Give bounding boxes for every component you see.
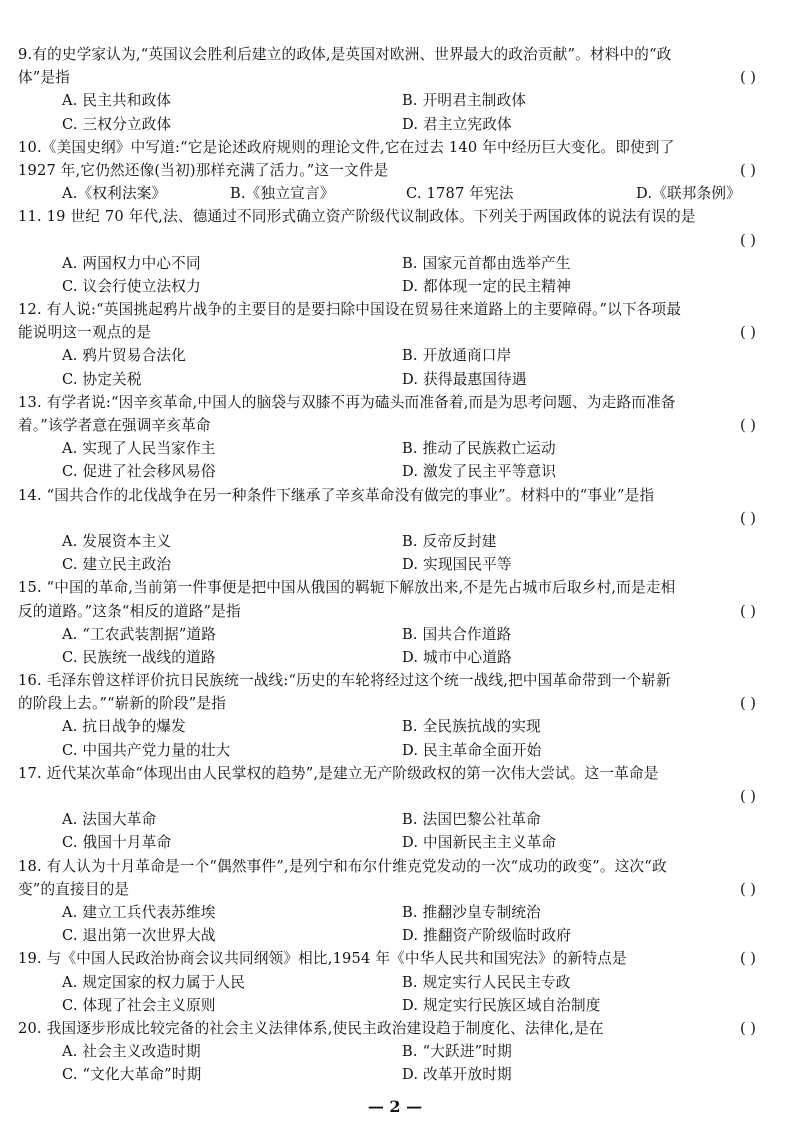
answer-option[interactable]: C. 1787 年宪法 — [406, 185, 514, 203]
question-text: 12. 有人说:“英国挑起鸦片战争的主要目的是要扫除中国设在贸易往来道路上的主要障碍。”以下各项最 — [18, 301, 682, 319]
answer-option[interactable]: D. 君主立宪政体 — [402, 115, 512, 133]
answer-option[interactable]: C. 议会行使立法权力 — [62, 277, 201, 295]
question-item — [18, 762, 778, 855]
answer-option[interactable]: D. 激发了民主平等意识 — [402, 463, 557, 481]
question-stem-line — [18, 855, 778, 878]
question-stem-line — [18, 298, 778, 321]
question-text: 能说明这一观点的是 — [18, 324, 152, 342]
question-text: 体”是指 — [18, 69, 71, 87]
answer-option[interactable]: B. 规定实行人民民主专政 — [402, 973, 571, 991]
question-list — [18, 43, 778, 1086]
answer-option[interactable]: C. 退出第一次世界大战 — [62, 927, 216, 945]
question-stem-line — [18, 159, 778, 182]
answer-option[interactable]: C. 中国共产党力量的壮大 — [62, 741, 231, 759]
answer-option[interactable]: A. 实现了人民当家作主 — [62, 440, 216, 458]
question-stem-line — [18, 507, 778, 530]
question-item — [18, 1017, 778, 1087]
question-item — [18, 576, 778, 669]
question-stem-line — [18, 878, 778, 901]
answer-option[interactable]: C. 促进了社会移风易俗 — [62, 463, 216, 481]
question-stem-line — [18, 947, 778, 970]
question-text: 10.《美国史纲》中写道:“它是论述政府规则的理论文件,它在过去 140 年中经历巨大变化。即使到了 — [18, 138, 675, 156]
question-stem-line — [18, 762, 778, 785]
answer-option[interactable]: C. 协定关税 — [62, 370, 142, 388]
answer-blank[interactable]: ( ) — [739, 788, 756, 805]
question-text: 9.有的史学家认为,“英国议会胜利后建立的政体,是英国对欧洲、世界最大的政治贡献”。材料中的“政 — [18, 46, 672, 63]
question-text: 18. 有人认为十月革命是一个“偶然事件”,是列宁和布尔什维克党发动的一次“成功的政变”。这次“政 — [18, 857, 667, 875]
question-stem-line — [18, 600, 778, 623]
answer-option[interactable]: A. 鸦片贸易合法化 — [62, 347, 186, 365]
option-list — [18, 530, 778, 576]
answer-option[interactable]: B. 反帝反封建 — [402, 532, 497, 550]
answer-blank[interactable]: ( ) — [739, 602, 756, 620]
question-text: 着。”该学者意在强调辛亥革命 — [18, 417, 211, 434]
question-text: 17. 近代某次革命“体现出由人民掌权的趋势”,是建立无产阶级政权的第一次伟大尝试。这一革命是 — [18, 764, 659, 782]
answer-option[interactable]: B. “大跃进”时期 — [402, 1043, 512, 1061]
answer-option[interactable]: D. 都体现一定的民主精神 — [402, 277, 571, 295]
answer-option[interactable]: A. 规定国家的权力属于人民 — [62, 973, 246, 991]
answer-option[interactable]: D. 民主革命全面开始 — [402, 741, 542, 759]
option-list — [18, 252, 778, 298]
question-stem-line — [18, 205, 778, 228]
question-item — [18, 391, 778, 484]
question-stem-line — [18, 66, 778, 89]
answer-option[interactable]: B. 国家元首都由选举产生 — [402, 254, 571, 272]
question-text: 20. 我国逐步形成比较完备的社会主义法律体系,使民主政治建设趋于制度化、法律化,是在 — [18, 1019, 604, 1037]
answer-option[interactable]: A. 发展资本主义 — [62, 532, 172, 550]
question-text: 变”的直接目的是 — [18, 880, 130, 898]
question-stem-line — [18, 692, 778, 715]
answer-option[interactable]: D. 中国新民主主义革命 — [402, 834, 557, 852]
question-text: 的阶段上去。”“崭新的阶段”是指 — [18, 695, 227, 713]
answer-option[interactable]: A. 两国权力中心不同 — [62, 254, 201, 272]
answer-option[interactable]: D. 获得最惠国待遇 — [402, 370, 527, 388]
question-stem-line — [18, 576, 778, 599]
answer-blank[interactable]: ( ) — [739, 695, 756, 713]
question-item — [18, 855, 778, 948]
answer-blank[interactable]: ( ) — [739, 161, 756, 179]
question-item — [18, 484, 778, 577]
question-text: 11. 19 世纪 70 年代,法、德通过不同形式确立资产阶级代议制政体。下列关于两国政体的说法有误的是 — [18, 208, 696, 226]
answer-option[interactable]: B. 开放通商口岸 — [402, 347, 512, 365]
question-item — [18, 205, 778, 298]
answer-option[interactable]: A. 抗日战争的爆发 — [62, 718, 186, 736]
question-text: 14. “国共合作的北伐战争在另一种条件下继承了辛亥革命没有做完的事业”。材料中的“事业”是指 — [18, 486, 655, 504]
option-list — [18, 808, 778, 854]
question-item — [18, 298, 778, 391]
option-list — [18, 1040, 778, 1086]
answer-blank[interactable]: ( ) — [739, 231, 756, 249]
question-stem-line — [18, 229, 778, 252]
answer-blank[interactable]: ( ) — [739, 69, 756, 87]
answer-option[interactable]: A. “工农武装割据”道路 — [62, 625, 217, 643]
option-list — [18, 89, 778, 135]
answer-option[interactable]: A. 建立工兵代表苏维埃 — [62, 903, 216, 921]
answer-option[interactable]: C. 体现了社会主义原则 — [62, 996, 216, 1014]
question-item — [18, 669, 778, 762]
answer-blank[interactable]: ( ) — [739, 1019, 756, 1037]
question-stem-line — [18, 321, 778, 344]
answer-blank[interactable]: ( ) — [739, 324, 756, 342]
answer-option[interactable]: C. 三权分立政体 — [62, 115, 172, 133]
question-stem-line — [18, 136, 778, 159]
question-stem-line — [18, 484, 778, 507]
option-list — [18, 971, 778, 1017]
answer-option[interactable]: A.《权利法案》 — [62, 185, 167, 203]
option-list — [18, 623, 778, 669]
answer-option[interactable]: B. 开明君主制政体 — [402, 92, 527, 110]
answer-blank[interactable]: ( ) — [739, 509, 756, 527]
option-list — [18, 344, 778, 390]
page-number: — 2 — — [367, 1097, 423, 1116]
answer-blank[interactable]: ( ) — [739, 880, 756, 898]
answer-option[interactable]: C. 俄国十月革命 — [62, 834, 172, 852]
answer-option[interactable]: C. 建立民主政治 — [62, 556, 172, 574]
question-item — [18, 43, 778, 136]
question-stem-line — [18, 1017, 778, 1040]
answer-option[interactable]: D. 规定实行民族区域自治制度 — [402, 996, 601, 1014]
answer-option[interactable]: B.《独立宣言》 — [230, 185, 335, 203]
option-list — [18, 437, 778, 483]
answer-option[interactable]: D. 实现国民平等 — [402, 556, 512, 574]
answer-option[interactable]: A. 法国大革命 — [62, 811, 157, 829]
question-stem-line — [18, 669, 778, 692]
question-text: 反的道路。”这条“相反的道路”是指 — [18, 602, 241, 620]
question-text: 13. 有学者说:“因辛亥革命,中国人的脑袋与双膝不再为磕头而准备着,而是为思考问题、为走路而准备 — [18, 393, 676, 411]
question-stem-line — [18, 785, 778, 808]
answer-blank[interactable]: ( ) — [739, 950, 756, 968]
answer-option[interactable]: B. 全民族抗战的实现 — [402, 718, 541, 736]
option-list — [18, 901, 778, 947]
answer-option[interactable]: D. 推翻资产阶级临时政府 — [402, 927, 571, 945]
question-stem-line — [18, 43, 778, 66]
answer-option[interactable]: B. 国共合作道路 — [402, 625, 512, 643]
answer-option[interactable]: B. 法国巴黎公社革命 — [402, 811, 541, 829]
question-stem-line — [18, 391, 778, 414]
answer-option[interactable]: C. “文化大革命”时期 — [62, 1066, 202, 1084]
question-text: 16. 毛泽东曾这样评价抗日民族统一战线:“历史的车轮将经过这个统一战线,把中国革命带到一个崭新 — [18, 672, 671, 690]
answer-option[interactable]: D. 城市中心道路 — [402, 648, 512, 666]
question-text: 15. “中国的革命,当前第一件事便是把中国从俄国的羁轭下解放出来,不是先占城市后取乡村,而是走相 — [18, 579, 676, 597]
answer-option[interactable]: A. 民主共和政体 — [62, 92, 172, 110]
answer-option[interactable]: B. 推翻沙皇专制统治 — [402, 903, 541, 921]
answer-option[interactable]: C. 民族统一战线的道路 — [62, 648, 216, 666]
answer-blank[interactable]: ( ) — [739, 417, 756, 434]
question-stem-line — [18, 414, 778, 437]
answer-option[interactable]: A. 社会主义改造时期 — [62, 1043, 201, 1061]
answer-option[interactable]: D.《联邦条例》 — [636, 185, 741, 203]
question-item — [18, 136, 778, 206]
question-text: 19. 与《中国人民政治协商会议共同纲领》相比,1954 年《中华人民共和国宪法》的新特点是 — [18, 950, 627, 968]
question-text: 1927 年,它仍然还像(当初)那样充满了活力。”这一文件是 — [18, 161, 389, 179]
option-list — [18, 715, 778, 761]
question-item — [18, 947, 778, 1017]
answer-option[interactable]: B. 推动了民族救亡运动 — [402, 440, 556, 458]
answer-option[interactable]: D. 改革开放时期 — [402, 1066, 512, 1084]
option-list — [18, 182, 778, 205]
